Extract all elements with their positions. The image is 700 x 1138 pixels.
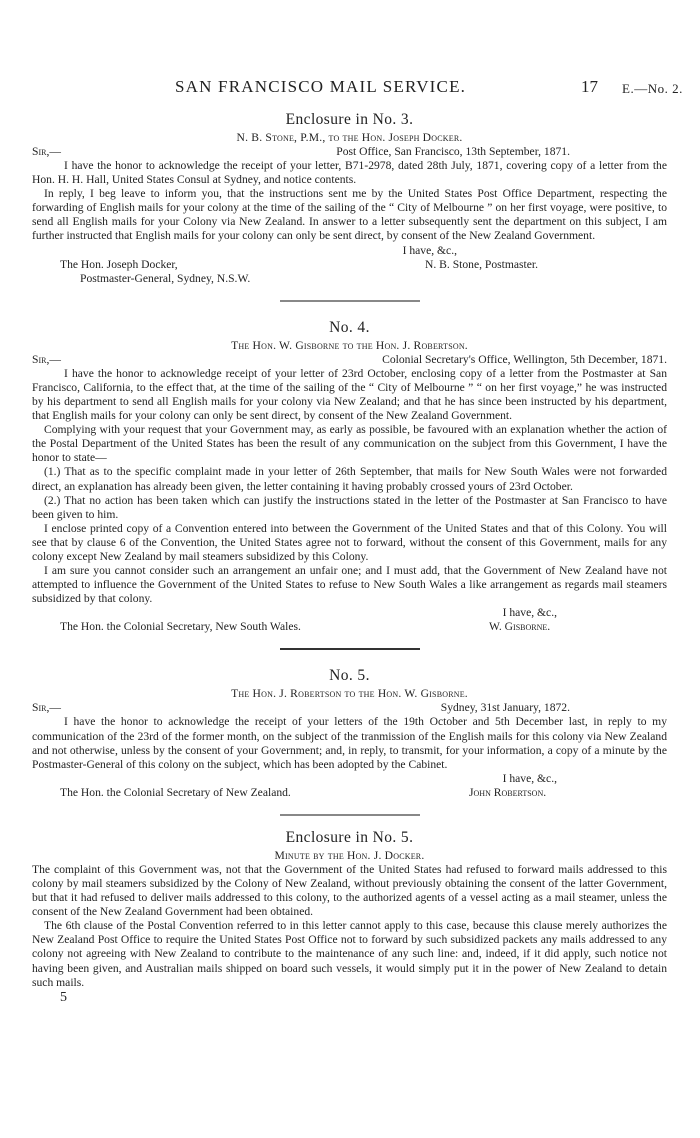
- signature: W. Gisborne.: [489, 620, 551, 634]
- document-reference: E.—No. 2.: [622, 81, 683, 96]
- section-heading: No. 5.: [329, 667, 370, 685]
- letter-no-5: [32, 666, 667, 799]
- recipient: The Hon. the Colonial Secretary, New South Wales.: [60, 620, 301, 634]
- letter-no-4: [32, 318, 667, 635]
- section-divider: [280, 300, 420, 302]
- section-heading: Enclosure in No. 3.: [285, 111, 414, 128]
- section-divider: [280, 814, 420, 816]
- signature: John Robertson.: [469, 785, 547, 799]
- paragraph: (2.) That no action has been taken which can justify the instructions stated in the letter of the Postmaster at San Francisco to have been given to him.: [32, 493, 667, 521]
- closing: I have, &c.,: [402, 243, 457, 257]
- section-heading: No. 4.: [329, 318, 370, 336]
- closing: I have, &c.,: [502, 771, 557, 785]
- section-divider: [280, 648, 420, 650]
- sign-off-line: [32, 258, 667, 272]
- recipient-title: Postmaster-General, Sydney, N.S.W.: [80, 271, 251, 285]
- paragraph: I have the honor to acknowledge receipt of your letter of 23rd October, enclosing copy of a letter from the Postmaster at San Francisco, California, to the effect that, at the time of the sailing of the “ City of Melbourne ” “ on her first voyage,” he was instructed by his department to send all English mails for your colony via New Zealand; and that he has since been instructed by his department, that English mails for your colony can only be sent direct, by consent of the New Zealand Government.: [32, 366, 667, 423]
- letter-address: Post Office, San Francisco, 13th September, 1871.: [336, 145, 570, 158]
- page-number: 17: [581, 77, 598, 96]
- sign-off-line: [32, 786, 667, 800]
- recipient: The Hon. the Colonial Secretary of New Zealand.: [60, 785, 291, 799]
- sign-off-line: [32, 620, 667, 634]
- section-subheading: N. B. Stone, P.M., to the Hon. Joseph Docker.: [236, 131, 463, 144]
- salutation: Sir,—: [32, 145, 61, 158]
- salutation-line: [32, 353, 667, 367]
- paragraph: (1.) That as to the specific complaint made in your letter of 26th September, that mails for New South Wales were not forwarded direct, an explanation has already been given, the letter containing it having probably crossed yours of 23rd October.: [32, 465, 667, 493]
- paragraph: The 6th clause of the Postal Convention referred to in this letter cannot apply to this case, because this clause merely authorizes the New Zealand Post Office to require the United States Post Office not to forward by such subsidized packets any mails addressed to any colony not agreeing with New Zealand to contribute to the maintenance of any such line: and, indeed, if it did apply, such notice not having been given, and Australian mails shipped on board such vessels, it would simply put it in the power of New Zealand to detain such mails.: [32, 919, 667, 989]
- recipient: The Hon. Joseph Docker,: [60, 257, 178, 271]
- paragraph: I have the honor to acknowledge the receipt of your letter, B71-2978, dated 28th July, 1871, covering copy of a letter from the Hon. H. H. Hall, United States Consul at Sydney, and notice contents.: [32, 159, 667, 187]
- letter-address: Sydney, 31st January, 1872.: [440, 701, 570, 715]
- section-subheading: The Hon. W. Gisborne to the Hon. J. Robertson.: [231, 338, 468, 352]
- paragraph: I enclose printed copy of a Convention entered into between the Government of the United States and that of this Colony. You will see that by clause 6 of the Convention, the United States agree not to forward, without the consent of this Government, mails for any colony except New Zealand by mail steamers subsidized by this Colony.: [32, 521, 667, 563]
- paragraph: The complaint of this Government was, not that the Government of the United States had refused to forward mails addressed to this colony by mail steamers subsidized by the Colony of New Zealand, without previously obtaining the consent of the latter Government, but that it had refused to deliver mails addressed to this colony, to the authorized agents of a vessel acting as a mail steamer, unless the consent of the New Zealand Government had been obtained.: [32, 862, 667, 919]
- section-subheading: Minute by the Hon. J. Docker.: [274, 848, 425, 862]
- paragraph: In reply, I beg leave to inform you, that the instructions sent me by the United States Post Office Department, respecting the forwarding of English mails for your colony at the time of the sailing of the “ City of Melbourne ” on her first voyage, were positive, to send all English mails for your Colony via New Zealand. In answer to a letter subsequently sent the department on this subject, I am further instructed that English mails for your colony can only be sent direct, by consent of the New Zealand Government.: [32, 187, 667, 243]
- salutation-line: [32, 145, 667, 159]
- closing: I have, &c.,: [502, 606, 557, 620]
- enclosure-no-5: [32, 828, 667, 1005]
- paragraph: Complying with your request that your Government may, as early as possible, be favoured with an explanation whether the action of the Postal Department of the United States has been the result of any communication on the subject from this Government, I have the honor to state—: [32, 423, 667, 465]
- header-title: SAN FRANCISCO MAIL SERVICE.: [175, 77, 467, 96]
- salutation: Sir,—: [32, 352, 61, 366]
- salutation-line: [32, 701, 667, 715]
- paragraph: I am sure you cannot consider such an arrangement an unfair one; and I must add, that the Government of New Zealand have not attempted to influence the Government of the United States to refuse to New South Wales a like arrangement as regards mail steamers subsidized by that colony.: [32, 564, 667, 606]
- page-body: [32, 74, 667, 1005]
- enclosure-no-3: [32, 110, 667, 286]
- paragraph: I have the honor to acknowledge the receipt of your letters of the 19th October and 5th December last, in reply to my communication of the 23rd of the former month, on the subject of the tranmission of the English mails for this colony via New Zealand and not otherwise, unless by the consent of your Government; and, in reply, to transmit, for your information, a copy of a minute by the Postmaster-General of this colony on the subject, which has been adopted by the Cabinet.: [32, 715, 667, 771]
- signature: N. B. Stone, Postmaster.: [425, 257, 539, 271]
- salutation: Sir,—: [32, 701, 61, 715]
- folio-signature: 5: [60, 989, 67, 1005]
- section-heading: Enclosure in No. 5.: [285, 828, 414, 846]
- letter-address: Colonial Secretary's Office, Wellington, 5th December, 1871.: [382, 352, 667, 366]
- section-subheading: The Hon. J. Robertson to the Hon. W. Gisborne.: [231, 687, 468, 701]
